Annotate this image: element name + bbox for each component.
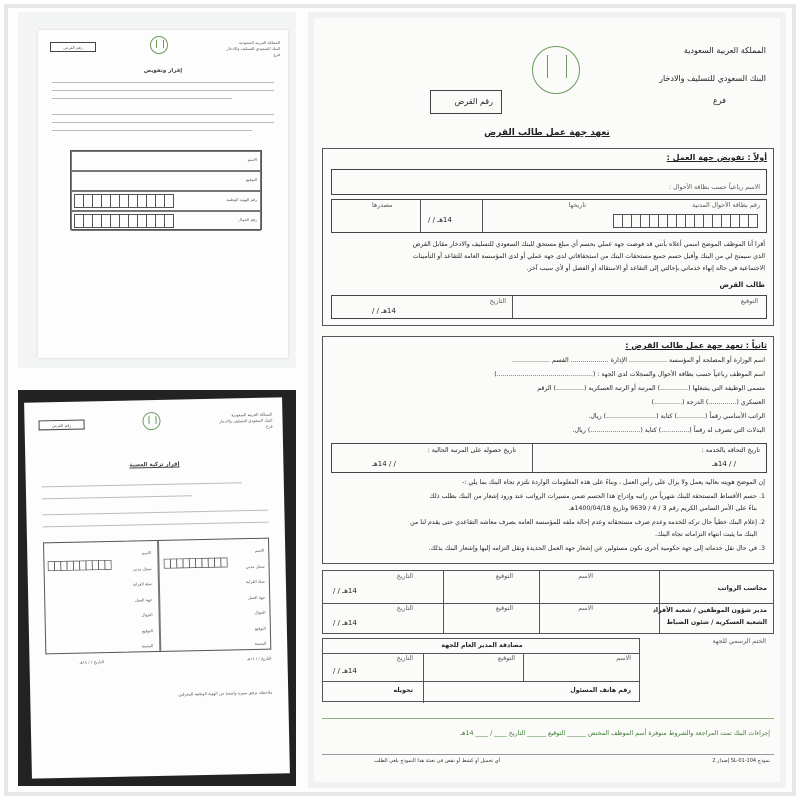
military-line[interactable]: العسكري (..............) الدرجة (..............) xyxy=(651,399,765,406)
loan-number-box xyxy=(50,42,96,52)
kin-row-label: الاسم xyxy=(141,550,152,556)
kin-row-label: جهة العمل xyxy=(134,596,153,602)
item-text: في حال نقل خدماته إلى جهة حكومية أخرى نكون مسئولين عن إشعار جهة العمل الجديدة ونقل التزامه إليها وإشعار البنك بذلك. xyxy=(428,545,757,552)
kin-row-label: التوقيع xyxy=(141,627,153,633)
section1-heading: أولاً : تفويض جهة العمل : xyxy=(666,153,767,162)
date-label: التاريخ xyxy=(261,655,272,661)
date-label: التاريخ xyxy=(93,659,105,665)
loan-number-box xyxy=(430,90,502,114)
id-source-label: مصدرها xyxy=(372,202,393,209)
signature-header: التوقيع xyxy=(495,605,513,612)
bank-seal-icon xyxy=(142,412,160,430)
civil-id-label: رقم بطاقة الأحوال المدنية xyxy=(692,202,760,209)
undertaking-intro: إن الموضح هويته بعاليه يعمل ولا يزال على رأس العمل ، وبناءً على هذه المعلومات الواردة نلتزم تجاه البنك بما يلي :- xyxy=(461,479,765,486)
job-title-line[interactable]: مسمى الوظيفة التي يشغلها (..............) المرتبة أو الرتبة العسكرية (..............) الرقم xyxy=(537,385,765,392)
item-text: حسم الأقساط المستحقة للبنك شهرياً من راتبه وإدراج هذا الحسم ضمن مسيرات الرواتب عند ورود إشعار من البنك بطلب ذلك xyxy=(429,493,757,500)
authorization-paragraph: الذي سيمنح لي من البنك وأقبل حسم جميع مستحقات البنك من استحقاقاتي لدى جهة عملي أو لدى المؤسسة العامة للتقاعد أو التأمينات xyxy=(412,253,765,260)
page2-footer-note: ملاحظة: ترفق صورة واضحة من الهوية الوطنية للمعرفين xyxy=(178,689,273,697)
id-digit-boxes xyxy=(75,194,174,208)
row-label-signature: التوقيع xyxy=(246,177,257,182)
kin-row-label: صلة القرابة xyxy=(245,578,265,585)
item-text: إعلام البنك خطياً حال تركه للخدمة وعدم صرف مستحقاته وعدم إحالة ملفه للمؤسسة العامة بصرف معاشه التقاعدي حتى يقدم لنا من xyxy=(410,519,757,526)
employer-undertaking-form xyxy=(314,18,780,782)
service-dates-row xyxy=(331,443,767,473)
kinship-form xyxy=(24,397,290,778)
authorization-paragraph: أقرا أنا الموظف الموضح اسمي أعلاه بأنني قد فوضت جهة عملي بحسم أي مبلغ مستحق للبنك السعودي للتسليف والادخار مقابل القرض xyxy=(412,241,765,248)
loan-number-label: رقم القرض xyxy=(454,97,493,106)
form-title: تعهد جهة عمل طالب القرض xyxy=(484,128,610,138)
form-code: نموذج SL-01-104 إصدار 2 xyxy=(712,758,770,764)
official-stamp-label: الختم الرسمي للجهة xyxy=(712,638,766,645)
military-affairs-label: الشعبة العسكرية / شئون الضباط xyxy=(666,619,767,626)
page1-header xyxy=(220,40,280,58)
branch-label: فرع xyxy=(712,96,726,105)
undertaking-item-2 xyxy=(410,519,765,526)
civil-id-boxes[interactable] xyxy=(614,214,758,228)
basic-salary-line[interactable]: الراتب الأساسي رقماً (..............) كتابة (.........................) ريال. xyxy=(588,413,765,420)
undertaking-item-3 xyxy=(429,545,765,552)
kin-row-label: التوقيع xyxy=(254,625,266,631)
date-value[interactable]: 14هـ / / xyxy=(333,587,357,595)
section-employer-authorization xyxy=(322,148,774,326)
date-value[interactable]: 14هـ / / xyxy=(333,667,357,675)
join-date-value[interactable]: / / 14هـ xyxy=(712,460,736,468)
name-header: الاسم xyxy=(578,605,593,612)
bank-seal-icon xyxy=(150,36,168,54)
rank-date-label: تاريخ حصوله على المرتبة الحالية : xyxy=(427,447,516,454)
page2-date-right xyxy=(247,656,272,663)
section-employer-undertaking xyxy=(322,336,774,564)
kin-row-label: صلة القرابة xyxy=(132,581,152,587)
signature-header: التوقيع xyxy=(495,573,513,580)
date-value: 14هـ / / xyxy=(372,307,396,315)
header-line: فرع xyxy=(273,52,280,57)
kin-row-label: الجوال xyxy=(141,612,153,618)
header-line: البنك السعودي للتسليف والادخار xyxy=(226,46,280,51)
hr-manager-label: مدير شؤون الموظفين / شعبة الأفراد xyxy=(652,607,767,614)
kin-row-label: سجل مدني xyxy=(132,565,152,572)
name-header: الاسم xyxy=(578,573,593,580)
name-header: الاسم xyxy=(616,655,631,662)
date-header: التاريخ xyxy=(396,605,413,612)
kin-row-label: جهة العمل xyxy=(247,594,266,600)
id-date-value: 14هـ / / xyxy=(428,216,452,224)
header-line: المملكة العربية السعودية xyxy=(231,411,273,418)
manager-approval-table xyxy=(322,638,640,702)
signature-header: التوقيع xyxy=(497,655,515,662)
applicant-sign-row xyxy=(331,295,767,319)
section2-heading: ثانياً : تعهد جهة عمل طالب القرض : xyxy=(625,341,767,350)
loan-number-box xyxy=(38,419,84,430)
kin-row-label: البصمة xyxy=(141,643,154,649)
employee-name-line[interactable]: اسم الموظف رباعياً حسب بطاقة الأحوال والسجلات لدى الجهة : (................................................) xyxy=(494,371,765,378)
item-number: 3. xyxy=(758,545,765,552)
loan-number-label: رقم القرض xyxy=(63,45,83,50)
kin-row-label: الاسم xyxy=(254,547,265,553)
undertaking-item-1 xyxy=(430,493,766,500)
page2-header xyxy=(212,412,272,431)
id-row xyxy=(331,199,767,233)
join-date-label: تاريخ التحاقه بالخدمة : xyxy=(701,447,760,454)
date-value[interactable]: 14هـ / / xyxy=(333,619,357,627)
page-employer-undertaking xyxy=(308,12,786,788)
allowances-line[interactable]: البدلات التي تصرف له رقماً (..............) كتابة (.........................) ريال. xyxy=(572,427,765,434)
manager-approval-heading: مصادقة المدير العام للجهة xyxy=(441,642,523,649)
official-phone-label: رقم هاتف المسئول xyxy=(570,687,631,694)
name-label: الاسم رباعياً حسب بطاقة الأحوال : xyxy=(669,184,760,191)
header-line: فرع xyxy=(266,423,273,429)
kin-row-label: الجوال xyxy=(254,609,266,615)
kin-row-label: سجل مدني xyxy=(245,563,265,569)
loan-number-label: رقم القرض xyxy=(51,422,72,429)
page1-signature-table xyxy=(70,150,262,230)
right-column-labels xyxy=(245,543,266,652)
date-value: / / ١٤هـ xyxy=(79,659,93,665)
form-note: أي تحميل أو كشط أو نقص في تعبئة هذا النموذج يلغي الطلب xyxy=(374,758,501,764)
authorization-form xyxy=(38,30,288,358)
page1-title: إقرار وتفويض xyxy=(143,68,183,74)
signatures-table xyxy=(322,570,774,634)
signature-label[interactable]: التوقيع xyxy=(740,298,758,305)
payroll-accountant-label: محاسب الرواتب xyxy=(717,585,767,592)
item-number: 1. xyxy=(758,493,765,500)
name-field[interactable] xyxy=(331,169,767,195)
page2-date-left xyxy=(79,659,104,666)
kin-row-label: البصمة xyxy=(254,640,267,646)
date-value: / / ١٤هـ xyxy=(246,655,260,662)
bank-seal-icon xyxy=(532,46,580,94)
date-header: التاريخ xyxy=(396,655,413,662)
undertaking-item-1-cont: بناءً على الأمر السامي الكريم رقم 3 / 4 / 9639 وتاريخ 1400/04/18هـ xyxy=(569,505,757,512)
right-id-boxes xyxy=(164,558,227,569)
page2-title: إقرار تزكية العصبة xyxy=(129,461,180,469)
date-header: التاريخ xyxy=(396,573,413,580)
header-line: المملكة العربية السعودية xyxy=(238,40,280,45)
left-id-boxes xyxy=(48,560,111,571)
row-label-name: الاسم xyxy=(247,157,257,162)
bank-procedure-line: إجراءات البنك تمت المراجعة والشروط متوفرة أسم الموظف المختص ______ التوقيع ______ التاريخ ____ / ____ 14هـ xyxy=(460,730,770,737)
left-column-labels xyxy=(132,545,153,654)
kingdom-text: المملكة العربية السعودية xyxy=(683,46,766,55)
undertaking-item-2-cont: البنك ما يثبت انتهاء التزاماته تجاه البنك. xyxy=(654,531,757,538)
id-date-label: تاريخها xyxy=(568,202,586,209)
page2-kin-table xyxy=(43,538,271,655)
item-number: 2. xyxy=(758,519,765,526)
mobile-digit-boxes xyxy=(75,214,174,228)
page-kinship-thumbnail xyxy=(18,390,296,786)
authorization-paragraph: الاجتماعية في حالة إنهاء خدماتي بإحالتي إلى التقاعد أو الاستقالة أو الفصل أو لأي سبب آخر. xyxy=(526,265,765,272)
ministry-line[interactable]: اسم الوزارة أو المصلحة أو المؤسسة ................... الإدارة ................... القسم ................... xyxy=(512,357,765,364)
bank-name: البنك السعودي للتسليف والادخار xyxy=(659,74,766,83)
rank-date-value[interactable]: / / 14هـ xyxy=(372,460,396,468)
row-label-national-id: رقم الهوية الوطنية xyxy=(226,197,257,202)
date-label: التاريخ xyxy=(489,298,506,305)
extension-label: تحويله xyxy=(393,687,413,694)
header-line: البنك السعودي للتسليف والادخار xyxy=(218,417,273,424)
applicant-label: طالب القرض xyxy=(719,281,765,289)
row-label-mobile: رقم الجوال xyxy=(238,217,257,222)
page-authorization-thumbnail xyxy=(18,12,296,368)
